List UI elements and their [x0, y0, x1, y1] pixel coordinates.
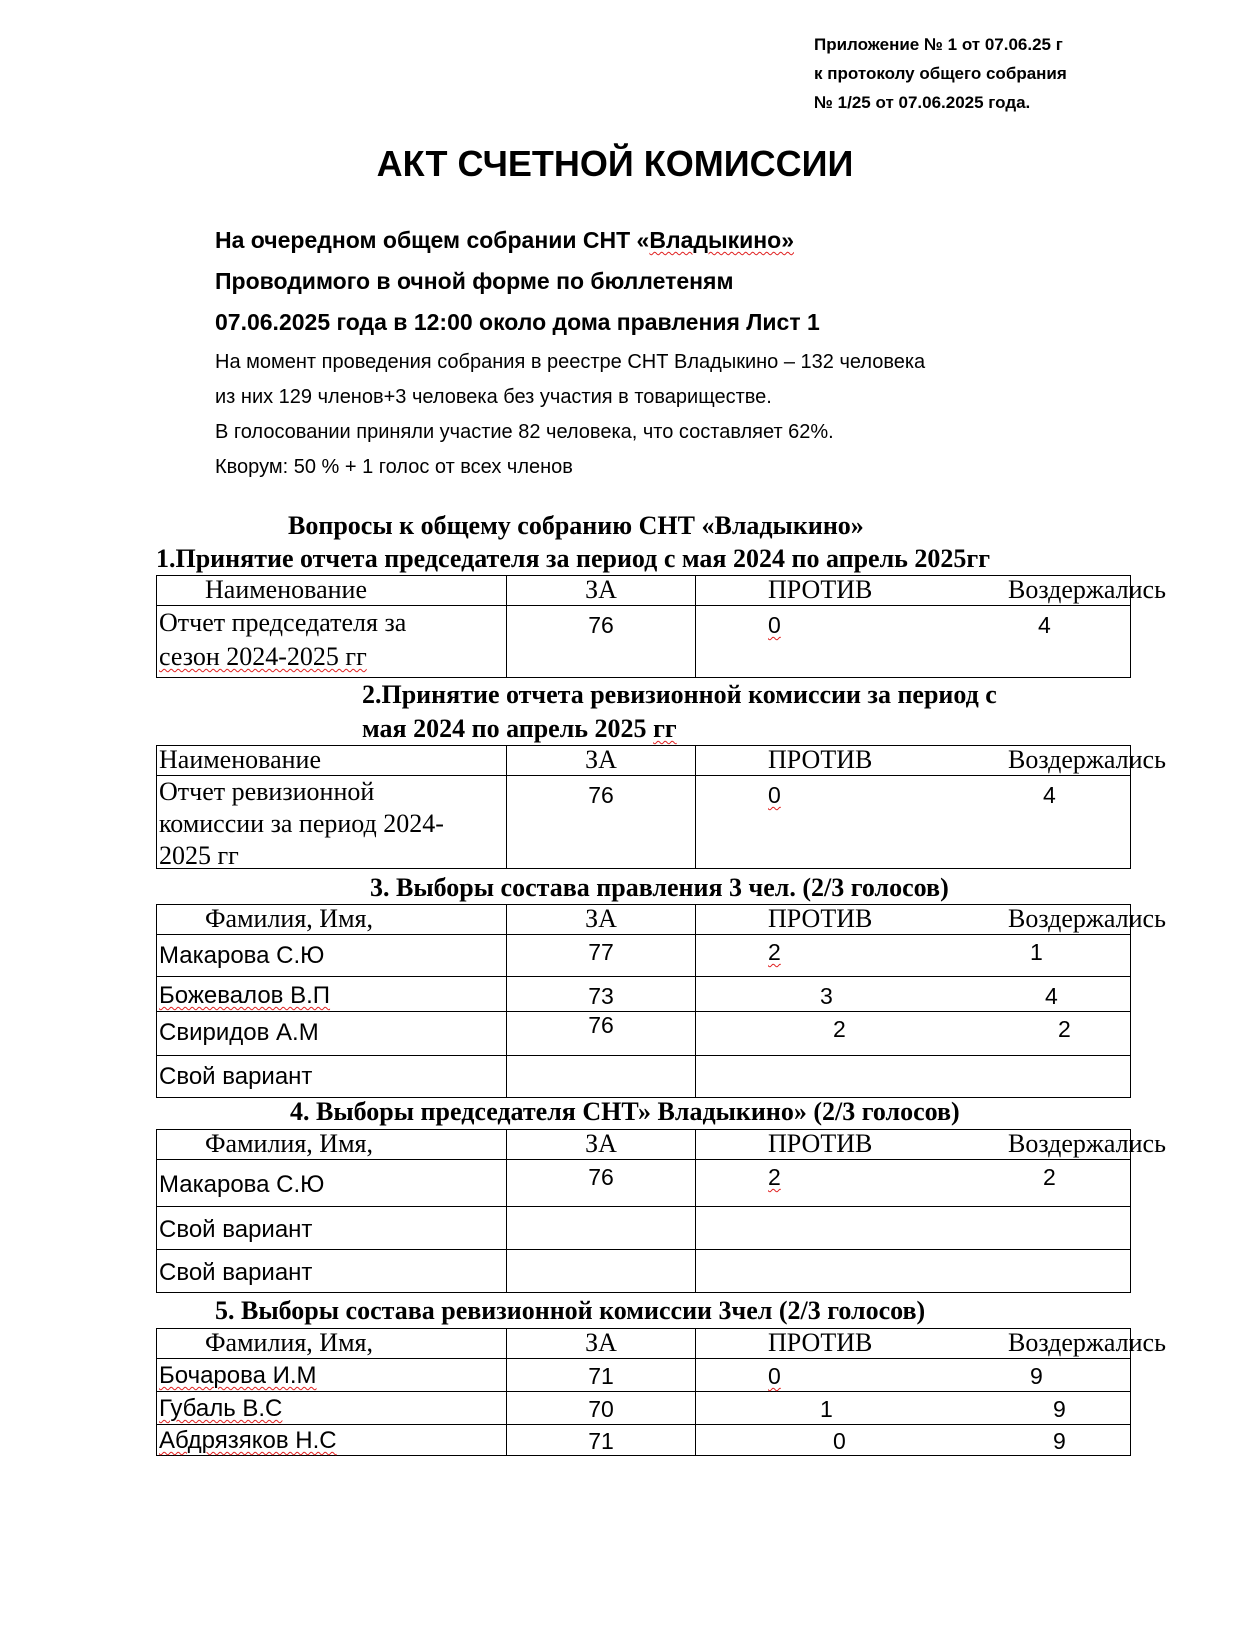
row-abstain: 9 [1030, 1363, 1043, 1389]
col-header-person: Фамилия, Имя, [157, 1329, 507, 1359]
q2-table [156, 745, 1166, 870]
col-header-for: ЗА [507, 746, 696, 776]
row-against: 0 [768, 1363, 781, 1389]
col-header-name: Наименование [157, 746, 507, 776]
q1-title: 1.Принятие отчета председателя за период с мая 2024 по апрель 2025гг [156, 544, 991, 573]
meeting-info [215, 345, 925, 485]
table-row [157, 606, 1131, 678]
info-line: Кворум: 50 % + 1 голос от всех членов [215, 456, 573, 478]
col-header-for: ЗА [507, 1329, 696, 1359]
heading-line: 07.06.2025 года в 12:00 около дома правления Лист 1 [215, 309, 820, 335]
row-for: 76 [507, 1160, 696, 1207]
row-name: Свой вариант [157, 1056, 507, 1098]
heading-line: На очередном общем собрании СНТ «Владыкино» [215, 227, 794, 253]
col-header-against: ПРОТИВ [768, 745, 873, 774]
q4-table [156, 1129, 1166, 1293]
questions-title: Вопросы к общему собранию СНТ «Владыкино» [288, 511, 864, 540]
row-against-abstain [696, 1359, 1131, 1392]
row-abstain: 1 [1030, 939, 1043, 965]
row-for: 73 [507, 977, 696, 1012]
row-abstain: 4 [1043, 782, 1056, 808]
row-against-abstain [696, 935, 1131, 977]
row-against-abstain [696, 1160, 1131, 1207]
col-header-for: ЗА [507, 576, 696, 606]
col-header-for: ЗА [507, 905, 696, 935]
q2-title-line: мая 2024 по апрель 2025 гг [362, 714, 677, 743]
q5-title: 5. Выборы состава ревизионной комиссии 3чел (2/3 голосов) [215, 1296, 926, 1325]
col-header-against: ПРОТИВ [768, 904, 873, 933]
name-line: Отчет ревизионной [159, 777, 375, 806]
col-header-person: Фамилия, Имя, [157, 1130, 507, 1160]
col-header-for: ЗА [507, 1130, 696, 1160]
name-line: комиссии за период 2024- [159, 809, 444, 838]
document-title: АКТ СЧЕТНОЙ КОМИССИИ [376, 143, 854, 184]
table-header-row [157, 905, 1131, 935]
info-line: На момент проведения собрания в реестре СНТ Владыкино – 132 человека [215, 351, 926, 373]
row-name: Макарова С.Ю [157, 935, 507, 977]
row-abstain: 9 [1053, 1396, 1066, 1422]
q3-table [156, 904, 1166, 1098]
row-name [157, 776, 507, 869]
q4-title: 4. Выборы председателя СНТ» Владыкино» (2/3 голосов) [290, 1097, 960, 1126]
row-against-abstain [696, 1056, 1131, 1098]
row-for: 71 [507, 1425, 696, 1456]
row-against: 2 [768, 1164, 781, 1190]
table-row [157, 776, 1131, 869]
row-name [157, 1392, 507, 1425]
row-for: 76 [507, 776, 696, 869]
table-header-row [157, 576, 1131, 606]
q3-title: 3. Выборы состава правления 3 чел. (2/3 голосов) [370, 873, 949, 902]
row-against: 3 [820, 983, 833, 1009]
row-name: Макарова С.Ю [157, 1160, 507, 1207]
name-text: Губаль В.С [159, 1395, 283, 1422]
row-against: 0 [833, 1428, 846, 1454]
table-row [157, 935, 1131, 977]
row-against: 2 [833, 1016, 846, 1042]
row-for: 76 [507, 606, 696, 678]
row-for: 76 [507, 1012, 696, 1056]
row-abstain: 2 [1043, 1164, 1056, 1190]
row-name [157, 606, 507, 678]
q1-table [156, 575, 1166, 678]
row-against: 1 [820, 1396, 833, 1422]
row-against: 2 [768, 939, 781, 965]
row-for: 70 [507, 1392, 696, 1425]
table-row [157, 1359, 1131, 1392]
meeting-heading [215, 220, 820, 343]
name-line: 2025 гг [159, 841, 239, 870]
row-name [157, 977, 507, 1012]
col-header-abstain: Воздержались [1008, 1328, 1166, 1357]
appendix-note [814, 30, 1234, 117]
row-for [507, 1056, 696, 1098]
table-row [157, 977, 1131, 1012]
row-for: 71 [507, 1359, 696, 1392]
table-row [157, 1392, 1131, 1425]
table-row [157, 1250, 1131, 1293]
col-header-against-abstain [696, 904, 1166, 935]
col-header-abstain: Воздержались [1008, 575, 1166, 604]
row-against-abstain [696, 1250, 1131, 1293]
row-for [507, 1250, 696, 1293]
col-header-against-abstain [696, 745, 1166, 776]
row-against: 0 [768, 782, 781, 808]
q5-table [156, 1328, 1166, 1456]
col-header-against-abstain [696, 1328, 1166, 1359]
row-against-abstain [696, 776, 1131, 869]
info-line: из них 129 членов+3 человека без участия в товариществе. [215, 386, 772, 408]
row-against-abstain [696, 1012, 1131, 1056]
col-header-against-abstain [696, 1129, 1166, 1160]
info-line: В голосовании приняли участие 82 человека, что составляет 62%. [215, 421, 834, 443]
q2-title-line: 2.Принятие отчета ревизионной комиссии за период с [362, 680, 997, 709]
name-text: Божевалов В.П [159, 982, 331, 1009]
heading-highlight: Владыкино» [649, 227, 794, 253]
col-header-abstain: Воздержались [1008, 1129, 1166, 1158]
appendix-line: к протоколу общего собрания [814, 64, 1067, 83]
name-text: Абдрязяков Н.С [159, 1427, 337, 1454]
appendix-line: № 1/25 от 07.06.2025 года. [814, 93, 1031, 112]
row-name: Свиридов А.М [157, 1012, 507, 1056]
row-abstain: 4 [1045, 983, 1058, 1009]
name-line: Отчет председателя за [159, 608, 407, 637]
table-row [157, 1056, 1131, 1098]
row-name [157, 1359, 507, 1392]
row-against-abstain [696, 977, 1131, 1012]
col-header-abstain: Воздержались [1008, 904, 1166, 933]
table-header-row [157, 746, 1131, 776]
table-header-row [157, 1130, 1131, 1160]
name-line: сезон 2024-2025 гг [159, 642, 367, 671]
col-header-against: ПРОТИВ [768, 575, 873, 604]
row-for: 77 [507, 935, 696, 977]
table-row [157, 1425, 1131, 1456]
col-header-name: Наименование [157, 576, 507, 606]
row-name: Свой вариант [157, 1250, 507, 1293]
row-abstain: 2 [1058, 1016, 1071, 1042]
table-row [157, 1012, 1131, 1056]
row-against: 0 [768, 612, 781, 638]
col-header-against-abstain [696, 575, 1166, 606]
col-header-person: Фамилия, Имя, [157, 905, 507, 935]
row-for [507, 1207, 696, 1250]
table-row [157, 1207, 1131, 1250]
row-against-abstain [696, 1425, 1131, 1456]
appendix-line: Приложение № 1 от 07.06.25 г [814, 35, 1063, 54]
q2-title [362, 678, 997, 746]
row-against-abstain [696, 606, 1131, 678]
row-abstain: 9 [1053, 1428, 1066, 1454]
row-abstain: 4 [1038, 612, 1051, 638]
row-name [157, 1425, 507, 1456]
name-text: Бочарова И.М [159, 1362, 317, 1389]
row-against-abstain [696, 1207, 1131, 1250]
table-header-row [157, 1329, 1131, 1359]
col-header-against: ПРОТИВ [768, 1129, 873, 1158]
col-header-against: ПРОТИВ [768, 1328, 873, 1357]
col-header-abstain: Воздержались [1008, 745, 1166, 774]
row-against-abstain [696, 1392, 1131, 1425]
row-name: Свой вариант [157, 1207, 507, 1250]
table-row [157, 1160, 1131, 1207]
heading-line: Проводимого в очной форме по бюллетеням [215, 268, 734, 294]
